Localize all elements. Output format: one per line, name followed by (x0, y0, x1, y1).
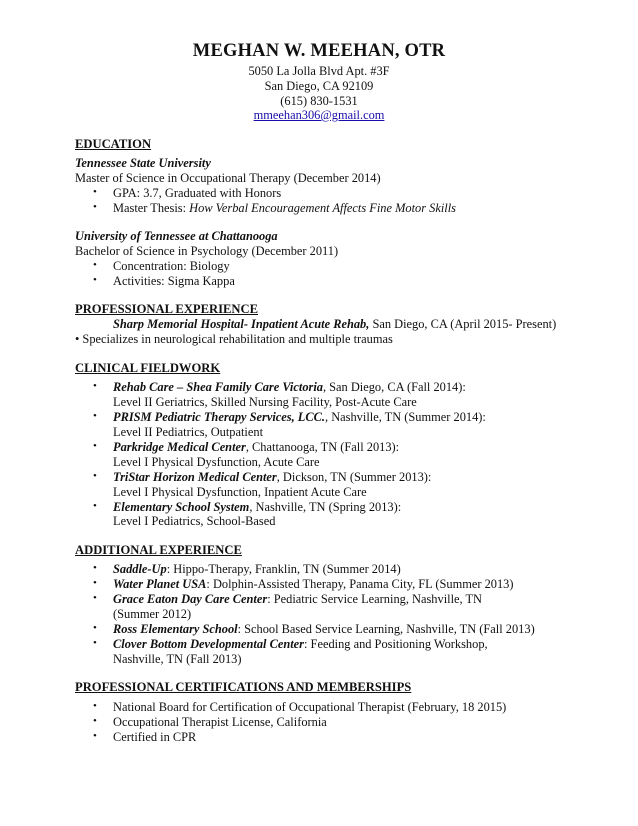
additional-site: Ross Elementary School (113, 622, 238, 636)
bullet: • (93, 410, 97, 422)
education-detail: Concentration: Biology (113, 259, 230, 273)
additional-sub: Nashville, TN (Fall 2013) (113, 652, 242, 666)
fieldwork-detail: , Nashville, TN (Spring 2013): (249, 500, 402, 514)
bullet: • (93, 577, 97, 589)
bullet: • (93, 380, 97, 392)
fieldwork-sub: Level II Geriatrics, Skilled Nursing Facility, Post-Acute Care (113, 395, 417, 409)
certification-item: National Board for Certification of Occupational Therapist (February, 18 2015) (113, 700, 507, 714)
additional-site: Grace Eaton Day Care Center (113, 592, 268, 606)
employer-name: Sharp Memorial Hospital- Inpatient Acute Rehab, (113, 317, 370, 331)
additional-item (113, 637, 488, 652)
fieldwork-detail: , Dickson, TN (Summer 2013): (276, 470, 432, 484)
education-detail: GPA: 3.7, Graduated with Honors (113, 186, 282, 200)
candidate-name: MEGHAN W. MEEHAN, OTR (192, 41, 446, 61)
fieldwork-item (113, 500, 401, 515)
fieldwork-item (113, 380, 466, 395)
fieldwork-site: Elementary School System (113, 500, 250, 514)
fieldwork-site: Parkridge Medical Center (113, 440, 246, 454)
additional-sub: (Summer 2012) (113, 607, 192, 621)
email-link[interactable]: mmeehan306@gmail.com (253, 108, 385, 122)
certifications-heading: PROFESSIONAL CERTIFICATIONS AND MEMBERSHIPS (75, 680, 412, 694)
thesis-line (113, 201, 456, 216)
address-line-1: 5050 La Jolla Blvd Apt. #3F (248, 64, 390, 78)
additional-item (113, 562, 401, 577)
additional-detail: : Pediatric Service Learning, Nashville, TN (267, 592, 483, 606)
employer-line (113, 317, 556, 332)
additional-detail: : Hippo-Therapy, Franklin, TN (Summer 2014) (166, 562, 401, 576)
bullet: • (93, 700, 97, 712)
bullet: • (93, 274, 97, 286)
address-line-2: San Diego, CA 92109 (264, 79, 374, 93)
bullet: • (93, 592, 97, 604)
additional-experience-heading: ADDITIONAL EXPERIENCE (75, 543, 242, 557)
bullet: • (93, 440, 97, 452)
school-name: University of Tennessee at Chattanooga (75, 229, 278, 243)
phone-number: (615) 830-1531 (280, 94, 358, 108)
fieldwork-item (113, 410, 486, 425)
bullet: • (93, 562, 97, 574)
school-name: Tennessee State University (75, 156, 211, 170)
fieldwork-sub: Level II Pediatrics, Outpatient (113, 425, 264, 439)
bullet: • (93, 500, 97, 512)
bullet: • (93, 186, 97, 198)
bullet: • (93, 637, 97, 649)
professional-experience-heading: PROFESSIONAL EXPERIENCE (75, 302, 258, 316)
bullet: • (93, 201, 97, 213)
bullet: • (93, 470, 97, 482)
fieldwork-sub: Level I Physical Dysfunction, Inpatient Acute Care (113, 485, 367, 499)
certification-item: Occupational Therapist License, California (113, 715, 327, 729)
additional-detail: : Feeding and Positioning Workshop, (304, 637, 488, 651)
fieldwork-sub: Level I Pediatrics, School-Based (113, 514, 276, 528)
additional-site: Saddle-Up (113, 562, 167, 576)
additional-site: Water Planet USA (113, 577, 207, 591)
thesis-title: How Verbal Encouragement Affects Fine Motor Skills (189, 201, 456, 215)
education-detail: Activities: Sigma Kappa (113, 274, 235, 288)
fieldwork-site: Rehab Care – Shea Family Care Victoria (113, 380, 323, 394)
additional-item (113, 577, 514, 592)
education-heading: EDUCATION (75, 137, 152, 151)
bullet: • (93, 715, 97, 727)
fieldwork-item (113, 440, 399, 455)
fieldwork-item (113, 470, 431, 485)
experience-bullet: • Specializes in neurological rehabilitation and multiple traumas (75, 332, 393, 346)
additional-detail: : School Based Service Learning, Nashville, TN (Fall 2013) (237, 622, 535, 636)
fieldwork-site: PRISM Pediatric Therapy Services, LCC. (113, 410, 326, 424)
certification-item: Certified in CPR (113, 730, 197, 744)
additional-item (113, 622, 535, 637)
thesis-prefix: Master Thesis: (113, 201, 190, 215)
clinical-fieldwork-heading: CLINICAL FIELDWORK (75, 361, 221, 375)
additional-item (113, 592, 482, 607)
fieldwork-detail: , Chattanooga, TN (Fall 2013): (245, 440, 400, 454)
fieldwork-sub: Level I Physical Dysfunction, Acute Care (113, 455, 320, 469)
fieldwork-detail: , Nashville, TN (Summer 2014): (325, 410, 486, 424)
fieldwork-site: TriStar Horizon Medical Center (113, 470, 277, 484)
fieldwork-detail: , San Diego, CA (Fall 2014): (322, 380, 466, 394)
school-degree: Master of Science in Occupational Therapy (December 2014) (75, 171, 381, 185)
bullet: • (93, 622, 97, 634)
bullet: • (93, 730, 97, 742)
additional-site: Clover Bottom Developmental Center (113, 637, 305, 651)
bullet: • (93, 259, 97, 271)
employer-detail: San Diego, CA (April 2015- Present) (369, 317, 557, 331)
additional-detail: : Dolphin-Assisted Therapy, Panama City, FL (Summer 2013) (206, 577, 514, 591)
school-degree: Bachelor of Science in Psychology (December 2011) (75, 244, 339, 258)
